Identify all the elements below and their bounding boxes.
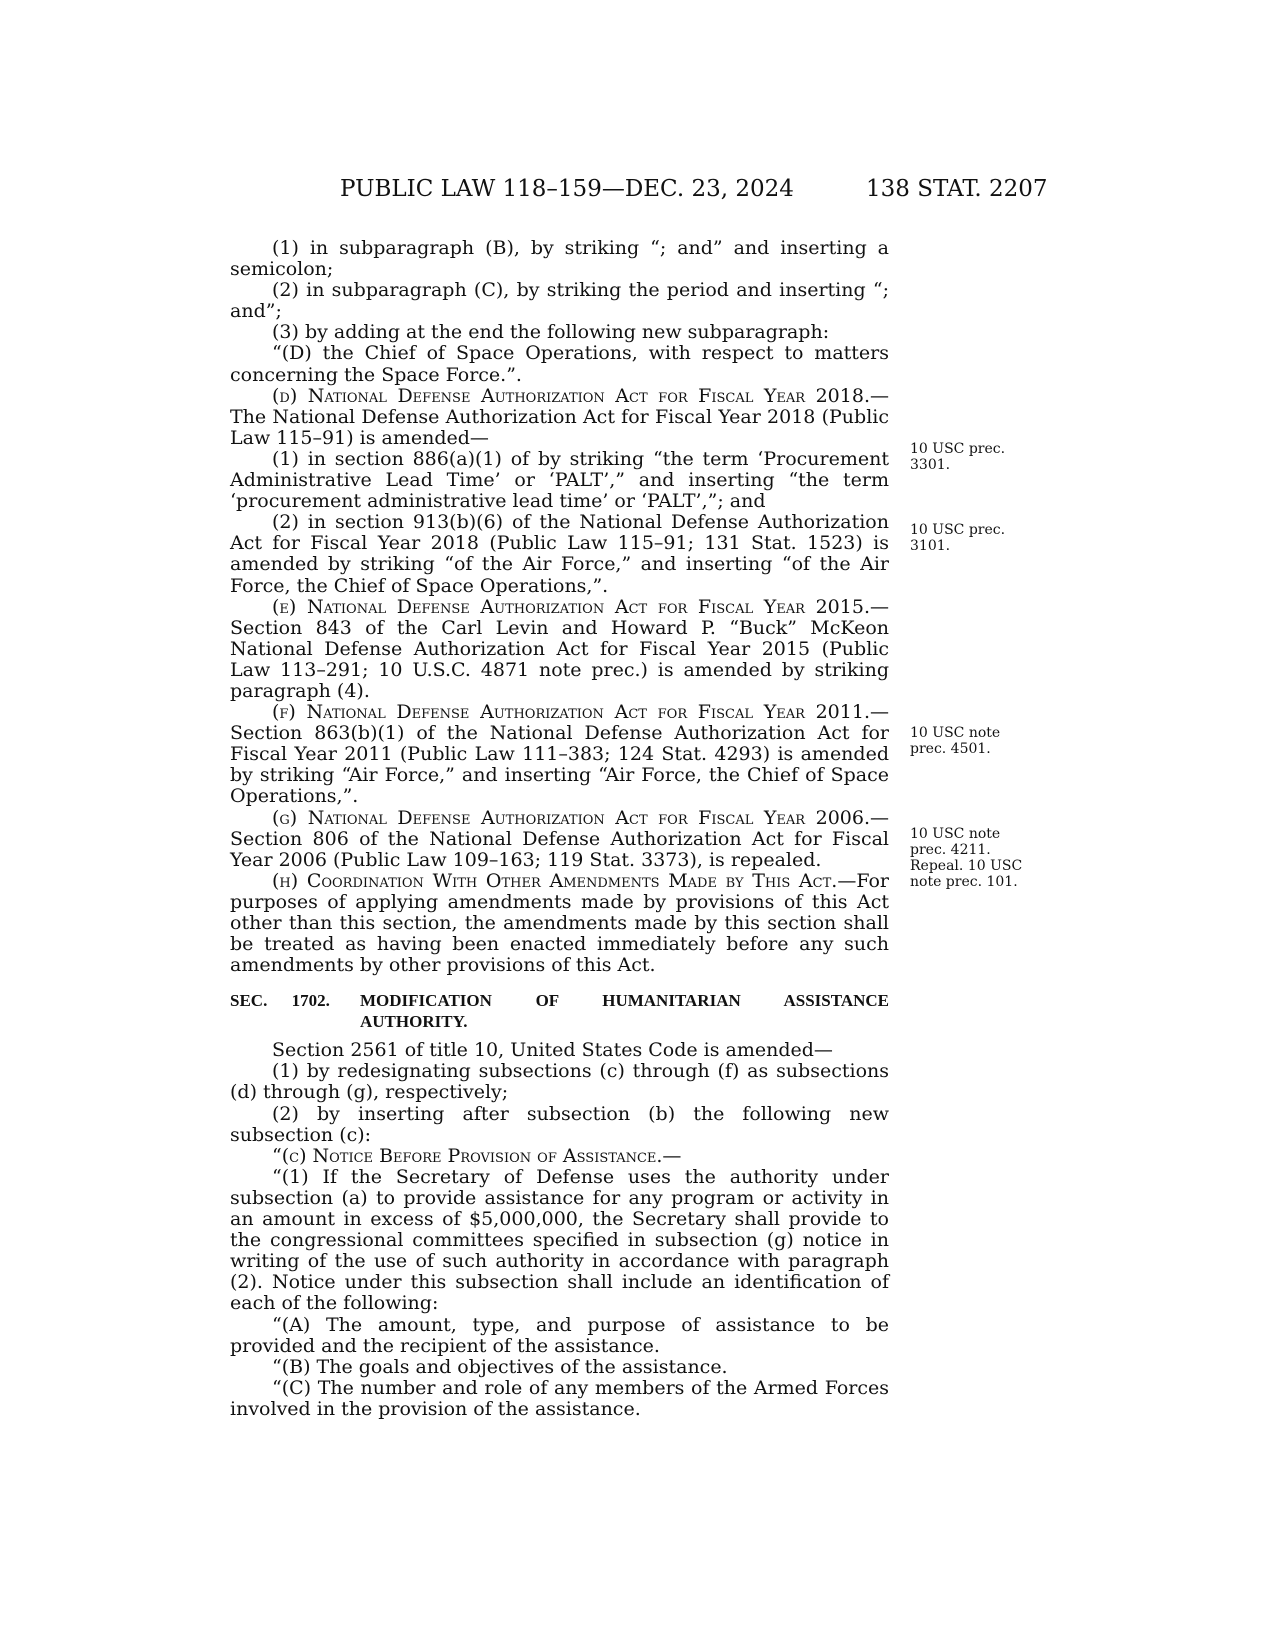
- new-subsection-c-heading: “(c) Notice Before Provision of Assistance.—: [272, 1144, 682, 1167]
- subsection-f: [230, 702, 889, 807]
- paragraph-1: (1) in subparagraph (B), by striking “; and” and inserting a semicolon;: [230, 237, 889, 281]
- clause-c: “(C) The number and role of any members of the Armed Forces involved in the provision of the assistance.: [230, 1376, 889, 1420]
- subsection-d-text: —The National Defense Authorization Act for Fiscal Year 2018 (Public Law 115–91) is amended—: [230, 384, 889, 449]
- paragraph-3: (3) by adding at the end the following new subparagraph:: [272, 321, 830, 344]
- new-paragraph-1: “(1) If the Secretary of Defense uses the authority under subsection (a) to provide assistance for any program or activity in an amount in excess of $5,000,000, the Secretary shall provide to the congressional committees specified in subsection (g) notice in writing of the use of such authority in accordance with paragraph (2). Notice under this subsection shall include an identification of each of the following:: [230, 1165, 889, 1315]
- public-law-citation: PUBLIC LAW 118–159—DEC. 23, 2024: [340, 176, 794, 202]
- paragraph-2: (2) in subparagraph (C), by striking the period and inserting “; and”;: [230, 279, 889, 323]
- page-header: [0, 176, 1275, 216]
- subsection-h-text: —For purposes of applying amendments made by provisions of this Act other than this section, the amendments made by this section shall be treated as having been enacted immediately before any such amendments by other provisions of this Act.: [230, 869, 889, 977]
- amendment-1: (1) by redesignating subsections (c) through (f) as subsections (d) through (g), respectively;: [230, 1060, 889, 1104]
- subsection-d-2: (2) in section 913(b)(6) of the National Defense Authorization Act for Fiscal Year 2018 (Public Law 115–91; 131 Stat. 1523) is amended by striking “of the Air Force,” and inserting “of the Air Force, the Chief of Space Operations,”.: [230, 511, 889, 597]
- subsection-e: [230, 597, 889, 702]
- margin-note-2: 10 USC prec. 3101.: [910, 522, 1006, 554]
- subsection-d: [230, 386, 889, 449]
- amendment-2: (2) by inserting after subsection (b) the following new subsection (c):: [230, 1102, 889, 1146]
- section-title-line-2: AUTHORITY.: [360, 1012, 468, 1032]
- statute-page-number: 138 STAT. 2207: [866, 176, 1048, 202]
- subsection-f-text: —Section 863(b)(1) of the National Defense Authorization Act for Fiscal Year 2011 (Public Law 111–383; 124 Stat. 4293) is amended by striking “Air Force,” and inserting “Air Force, the Chief of Space Operations,”.: [230, 701, 889, 808]
- section-title-line-1: MODIFICATION OF HUMANITARIAN ASSISTANCE: [360, 991, 889, 1011]
- subsection-f-heading: (f) National Defense Authorization Act for Fiscal Year 2011.: [272, 701, 870, 724]
- clause-a: “(A) The amount, type, and purpose of assistance to be provided and the recipient of the assistance.: [230, 1313, 889, 1357]
- subparagraph-d: “(D) the Chief of Space Operations, with respect to matters concerning the Space Force.”.: [230, 342, 889, 386]
- section-heading: [230, 990, 889, 1032]
- subsection-e-heading: (e) National Defense Authorization Act for Fiscal Year 2015.: [272, 595, 870, 618]
- subsection-d-heading: (d) National Defense Authorization Act for Fiscal Year 2018.: [272, 384, 870, 407]
- margin-note-3: 10 USC note prec. 4501.: [910, 725, 1001, 757]
- section-label: SEC. 1702.: [230, 991, 330, 1011]
- margin-note-4: 10 USC note prec. 4211. Repeal. 10 USC note prec. 101.: [910, 826, 1023, 890]
- subsection-g: [230, 808, 889, 871]
- subsection-e-text: —Section 843 of the Carl Levin and Howard P. “Buck” McKeon National Defense Authorization Act for Fiscal Year 2015 (Public Law 113–291; 10 U.S.C. 4871 note prec.) is amended by striking paragraph (4).: [230, 595, 889, 702]
- subsection-d-1: (1) in section 886(a)(1) of by striking “the term ‘Procurement Administrative Lead Time’ or ‘PALT’,” and inserting “the term ‘procurement administrative lead time’ or ‘PALT’,”; and: [230, 447, 889, 513]
- clause-b: “(B) The goals and objectives of the assistance.: [272, 1355, 728, 1378]
- subsection-h: [230, 871, 889, 976]
- section-intro: Section 2561 of title 10, United States Code is amended—: [272, 1039, 833, 1062]
- main-text: [230, 238, 889, 1420]
- subsection-g-heading: (g) National Defense Authorization Act for Fiscal Year 2006.: [272, 806, 870, 829]
- subsection-g-text: —Section 806 of the National Defense Authorization Act for Fiscal Year 2006 (Public Law 109–163; 119 Stat. 3373), is repealed.: [230, 806, 889, 871]
- margin-note-1: 10 USC prec. 3301.: [910, 441, 1006, 473]
- subsection-h-heading: (h) Coordination With Other Amendments Made by This Act.: [272, 869, 838, 892]
